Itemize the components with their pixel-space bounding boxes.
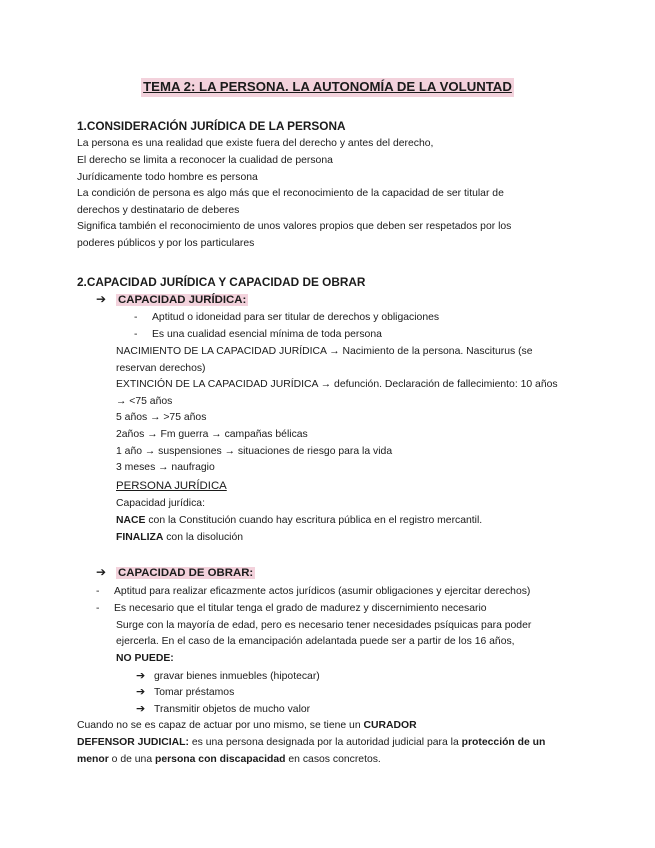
cap-juridica-line: reservan derechos) [116, 363, 206, 374]
arrow-right-icon: ➔ [136, 703, 146, 715]
cap-obrar-line: Surge con la mayoría de edad, pero es necesario tener necesidades psíquicas para poder [116, 620, 532, 631]
cap-juridica-line: → <75 años [116, 396, 173, 407]
defensor-text: en casos concretos. [285, 754, 381, 765]
curador-text: Cuando no se es capaz de actuar por uno mismo, se tiene un [77, 720, 364, 731]
no-puede-text: Tomar préstamos [154, 687, 235, 698]
defensor-bold: protección de un [461, 737, 546, 748]
title-container [0, 78, 655, 97]
nace-bold: NACE [116, 515, 146, 526]
cap-juridica-line: EXTINCIÓN DE LA CAPACIDAD JURÍDICA → defunción. Declaración de fallecimiento: 10 años [116, 379, 558, 390]
no-puede-item [136, 702, 310, 717]
dash-bullet: - [96, 603, 100, 614]
bullet-item [96, 602, 487, 616]
section1-line: poderes públicos y por los particulares [77, 238, 255, 249]
cap-juridica-line: 1 año → suspensiones → situaciones de riesgo para la vida [116, 446, 393, 457]
dash-bullet: - [96, 586, 100, 597]
finaliza-text: con la disolución [163, 532, 244, 543]
curador-bold: CURADOR [363, 720, 417, 731]
cap-juridica-line: NACIMIENTO DE LA CAPACIDAD JURÍDICA → Nacimiento de la persona. Nasciturus (se [116, 346, 533, 357]
section1-line: El derecho se limita a reconocer la cualidad de persona [77, 155, 333, 166]
bullet-text: Aptitud o idoneidad para ser titular de derechos y obligaciones [152, 312, 440, 323]
dash-bullet: - [134, 312, 138, 323]
capacidad-juridica-label: Capacidad jurídica: [116, 498, 205, 509]
section2-heading: 2.CAPACIDAD JURÍDICA Y CAPACIDAD DE OBRAR [77, 275, 366, 289]
section1-line: Significa también el reconocimiento de unos valores propios que deben ser respetados por los [77, 221, 512, 232]
finaliza-line [116, 531, 243, 545]
arrow-right-icon: ➔ [136, 686, 146, 698]
cap-juridica-line: 2años → Fm guerra → campañas bélicas [116, 429, 308, 440]
defensor-bold: persona con discapacidad [155, 754, 286, 765]
defensor-text: es una persona designada por la autoridad judicial para la [189, 737, 462, 748]
no-puede-label [116, 652, 174, 666]
document-title: TEMA 2: LA PERSONA. LA AUTONOMÍA DE LA VOLUNTAD [141, 78, 514, 97]
no-puede-text: Transmitir objetos de mucho valor [154, 704, 311, 715]
persona-juridica-label: PERSONA JURÍDICA [116, 480, 227, 492]
cap-juridica-line: 3 meses → naufragio [116, 462, 215, 473]
bullet-text: Es una cualidad esencial mínima de toda persona [152, 329, 382, 340]
bullet-text: Es necesario que el titular tenga el grado de madurez y discernimiento necesario [114, 603, 487, 614]
section1-line: Jurídicamente todo hombre es persona [77, 172, 258, 183]
section1-line: derechos y destinatario de deberes [77, 205, 240, 216]
section1-heading: 1.CONSIDERACIÓN JURÍDICA DE LA PERSONA [77, 119, 346, 133]
nace-line [116, 514, 482, 528]
cap-obrar-heading [96, 565, 255, 581]
defensor-line-2 [77, 753, 381, 767]
no-puede-bold: NO PUEDE: [116, 653, 174, 664]
arrow-right-icon: ➔ [96, 292, 107, 306]
cap-obrar-line: ejercerla. En el caso de la emancipación adelantada puede ser a partir de los 16 años, [116, 636, 515, 647]
no-puede-text: gravar bienes inmuebles (hipotecar) [154, 671, 320, 682]
bullet-item [96, 585, 530, 599]
section1-line: La condición de persona es algo más que el reconocimiento de la capacidad de ser titular de [77, 188, 504, 199]
cap-obrar-label: CAPACIDAD DE OBRAR: [118, 567, 254, 579]
bullet-item [134, 328, 382, 342]
defensor-line-1 [77, 736, 545, 750]
curador-line [77, 719, 417, 733]
cap-juridica-label: CAPACIDAD JURÍDICA: [118, 294, 247, 306]
defensor-bold: menor [77, 754, 109, 765]
no-puede-item [136, 685, 234, 700]
nace-text: con la Constitución cuando hay escritura pública en el registro mercantil. [145, 515, 483, 526]
bullet-item [134, 311, 439, 325]
cap-juridica-line: 5 años → >75 años [116, 412, 207, 423]
defensor-bold: DEFENSOR JUDICIAL: [77, 737, 189, 748]
defensor-text: o de una [108, 754, 155, 765]
arrow-right-icon: ➔ [136, 670, 146, 682]
section1-line: La persona es una realidad que existe fuera del derecho y antes del derecho, [77, 138, 434, 149]
arrow-right-icon: ➔ [96, 565, 107, 579]
dash-bullet: - [134, 329, 138, 340]
bullet-text: Aptitud para realizar eficazmente actos jurídicos (asumir obligaciones y ejercitar derechos) [114, 586, 531, 597]
finaliza-bold: FINALIZA [116, 532, 164, 543]
cap-juridica-heading [96, 292, 248, 308]
no-puede-item [136, 669, 320, 684]
